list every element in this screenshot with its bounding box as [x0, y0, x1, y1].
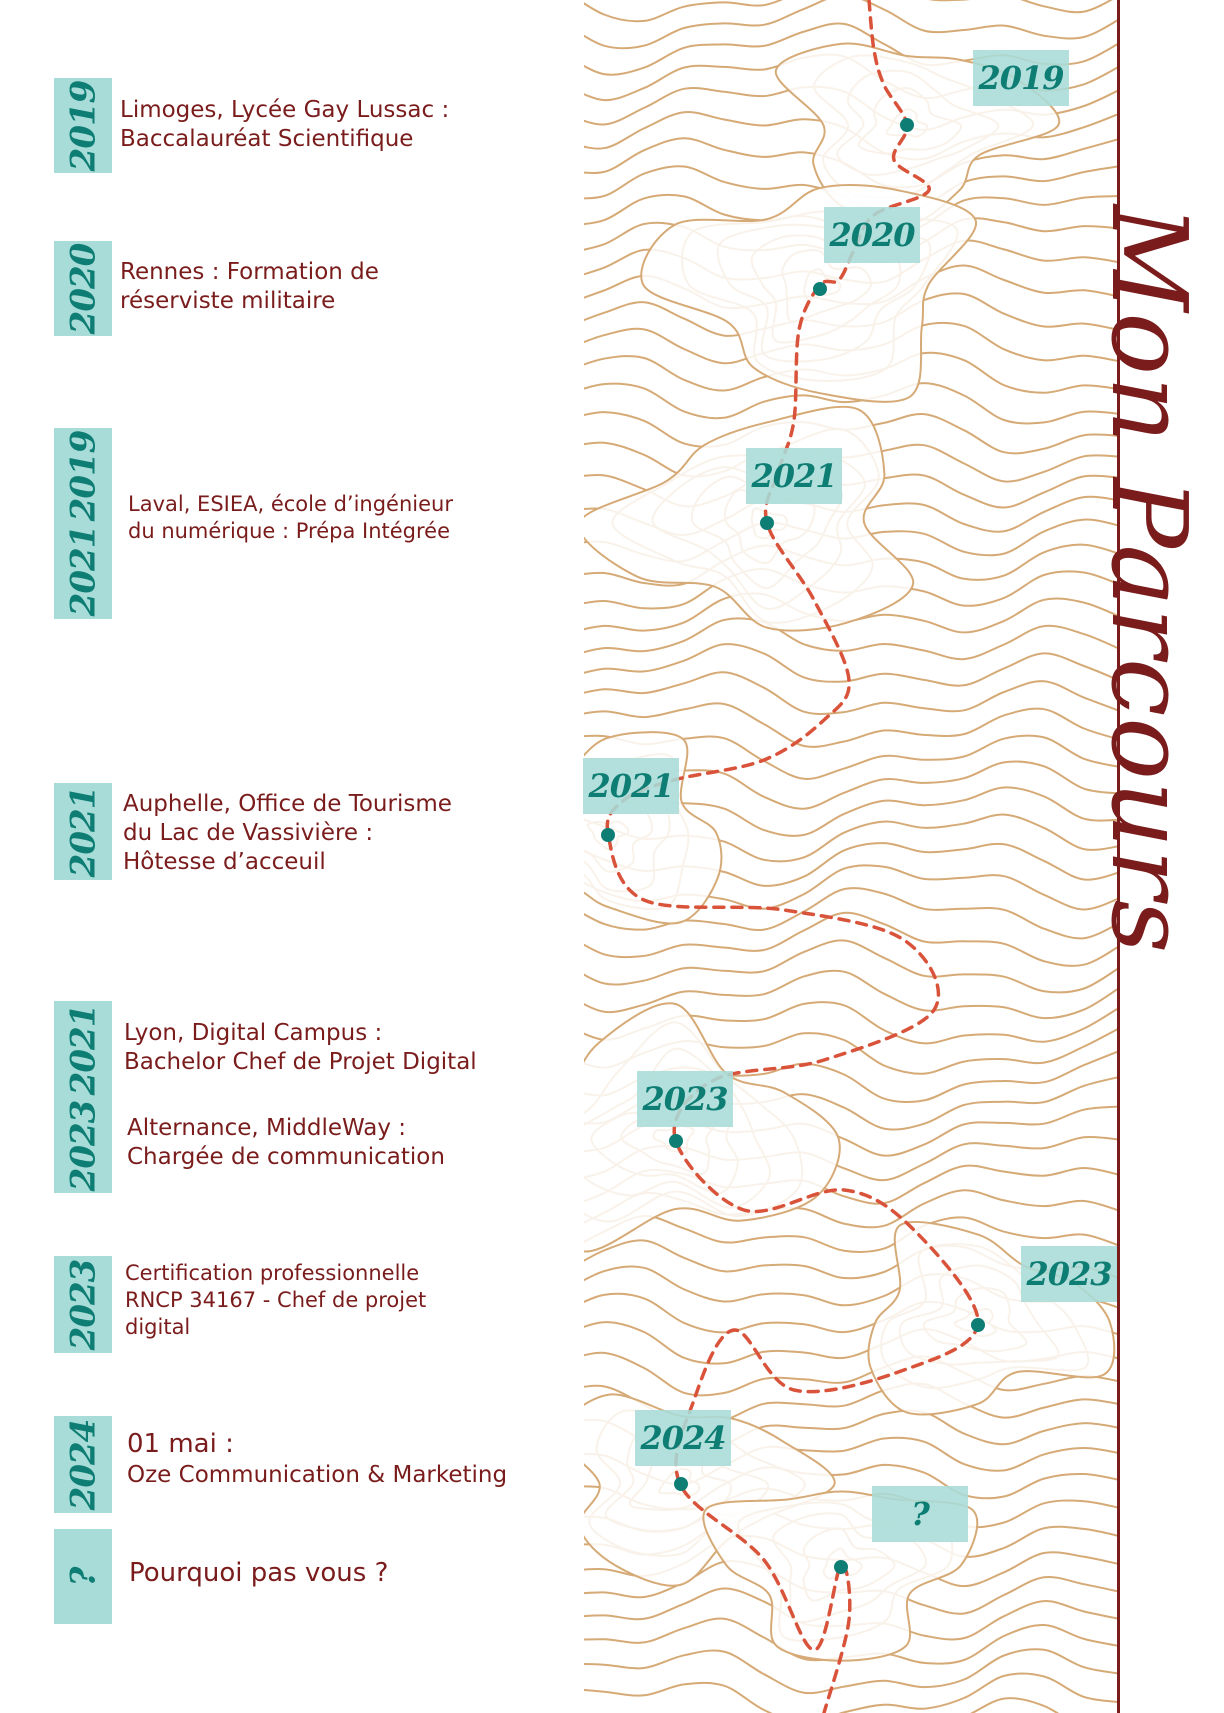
- year-label: 2019: [63, 80, 104, 171]
- entry-line: digital: [125, 1315, 191, 1339]
- year-tab-2019-2021-bottom: [54, 523, 112, 619]
- contour-ring: [584, 407, 913, 631]
- entry-line: Auphelle, Office de Tourisme: [123, 791, 452, 817]
- entry-line: du numérique : Prépa Intégrée: [128, 519, 451, 543]
- entry-line: Certification professionnelle: [125, 1261, 420, 1285]
- map-label-2024: 2024: [635, 1410, 731, 1466]
- entry-line: Chargée de communication: [127, 1144, 445, 1170]
- year-label: ?: [62, 1567, 103, 1586]
- timeline-entry-oze: [127, 1427, 507, 1490]
- year-label: 2023: [63, 1100, 104, 1191]
- entry-line: Alternance, MiddleWay :: [127, 1115, 407, 1141]
- year-label: 2020: [63, 243, 104, 334]
- contour-line: [584, 0, 1118, 21]
- timeline-entry-tourisme: [123, 790, 452, 877]
- year-label: 2021: [63, 525, 104, 617]
- year-tab-2019-2021-top: [54, 428, 112, 523]
- year-tab-question: [54, 1529, 112, 1624]
- map-label-2021-a: 2021: [746, 448, 842, 504]
- year-tab-2021: [54, 783, 112, 880]
- contour-line: [584, 0, 1118, 48]
- entry-line: du Lac de Vassivière :: [123, 820, 374, 846]
- map-label-2019: 2019: [973, 50, 1069, 106]
- year-label: 2019: [63, 430, 104, 521]
- entry-line: Rennes : Formation de: [120, 259, 379, 285]
- contour-line: [584, 1674, 1118, 1713]
- map-label-question: ?: [872, 1486, 968, 1542]
- year-label: 2021: [63, 786, 104, 877]
- entry-line: RNCP 34167 - Chef de projet: [125, 1288, 427, 1312]
- entry-line: Bachelor Chef de Projet Digital: [124, 1049, 477, 1075]
- timeline-entry-reserviste: [120, 258, 379, 316]
- year-tab-2019: [54, 78, 112, 173]
- year-tab-2021-2023-top: [54, 1001, 112, 1098]
- timeline-entry-lycee: [120, 96, 449, 154]
- year-label: 2023: [63, 1259, 104, 1350]
- map-label-2023-a: 2023: [637, 1071, 733, 1127]
- map-label-2023-b: 2023: [1021, 1246, 1117, 1302]
- contour-ring: [641, 185, 976, 402]
- waypoint-dot: [674, 1477, 688, 1491]
- timeline-entry-esiea: [128, 491, 453, 545]
- year-tab-2020: [54, 241, 112, 336]
- map-label-2021-b: 2021: [583, 758, 679, 814]
- timeline-entry-certification: [125, 1260, 426, 1341]
- contour-ring: [584, 1003, 840, 1251]
- map-label-2020: 2020: [824, 207, 920, 263]
- timeline-entry-cta: [129, 1557, 388, 1589]
- contour-line: [584, 618, 1118, 659]
- waypoint-dot: [900, 118, 914, 132]
- waypoint-dot: [834, 1560, 848, 1574]
- timeline-entry-middleway: [127, 1114, 445, 1172]
- waypoint-dot: [669, 1134, 683, 1148]
- waypoint-dot: [601, 828, 615, 842]
- entry-line: réserviste militaire: [120, 288, 336, 314]
- timeline-entry-digital-campus: [124, 1019, 477, 1077]
- contour-line: [584, 940, 1118, 992]
- entry-line: 01 mai :: [127, 1429, 234, 1459]
- waypoint-dot: [813, 282, 827, 296]
- entry-line: Baccalauréat Scientifique: [120, 126, 414, 152]
- entry-line: Oze Communication & Marketing: [127, 1462, 508, 1488]
- year-label: 2021: [63, 1004, 104, 1095]
- year-tab-2023: [54, 1256, 112, 1353]
- entry-line: Limoges, Lycée Gay Lussac :: [120, 97, 450, 123]
- page-title: Mon Parcours: [1088, 205, 1210, 955]
- year-label: 2024: [63, 1419, 104, 1510]
- entry-line: Pourquoi pas vous ?: [129, 1558, 389, 1588]
- year-tab-2021-2023-bottom: [54, 1098, 112, 1193]
- waypoint-dot: [760, 516, 774, 530]
- entry-line: Laval, ESIEA, école d’ingénieur: [128, 492, 453, 516]
- entry-line: Lyon, Digital Campus :: [124, 1020, 383, 1046]
- year-tab-2024: [54, 1416, 112, 1513]
- waypoint-dot: [971, 1318, 985, 1332]
- entry-line: Hôtesse d’acceuil: [123, 849, 326, 875]
